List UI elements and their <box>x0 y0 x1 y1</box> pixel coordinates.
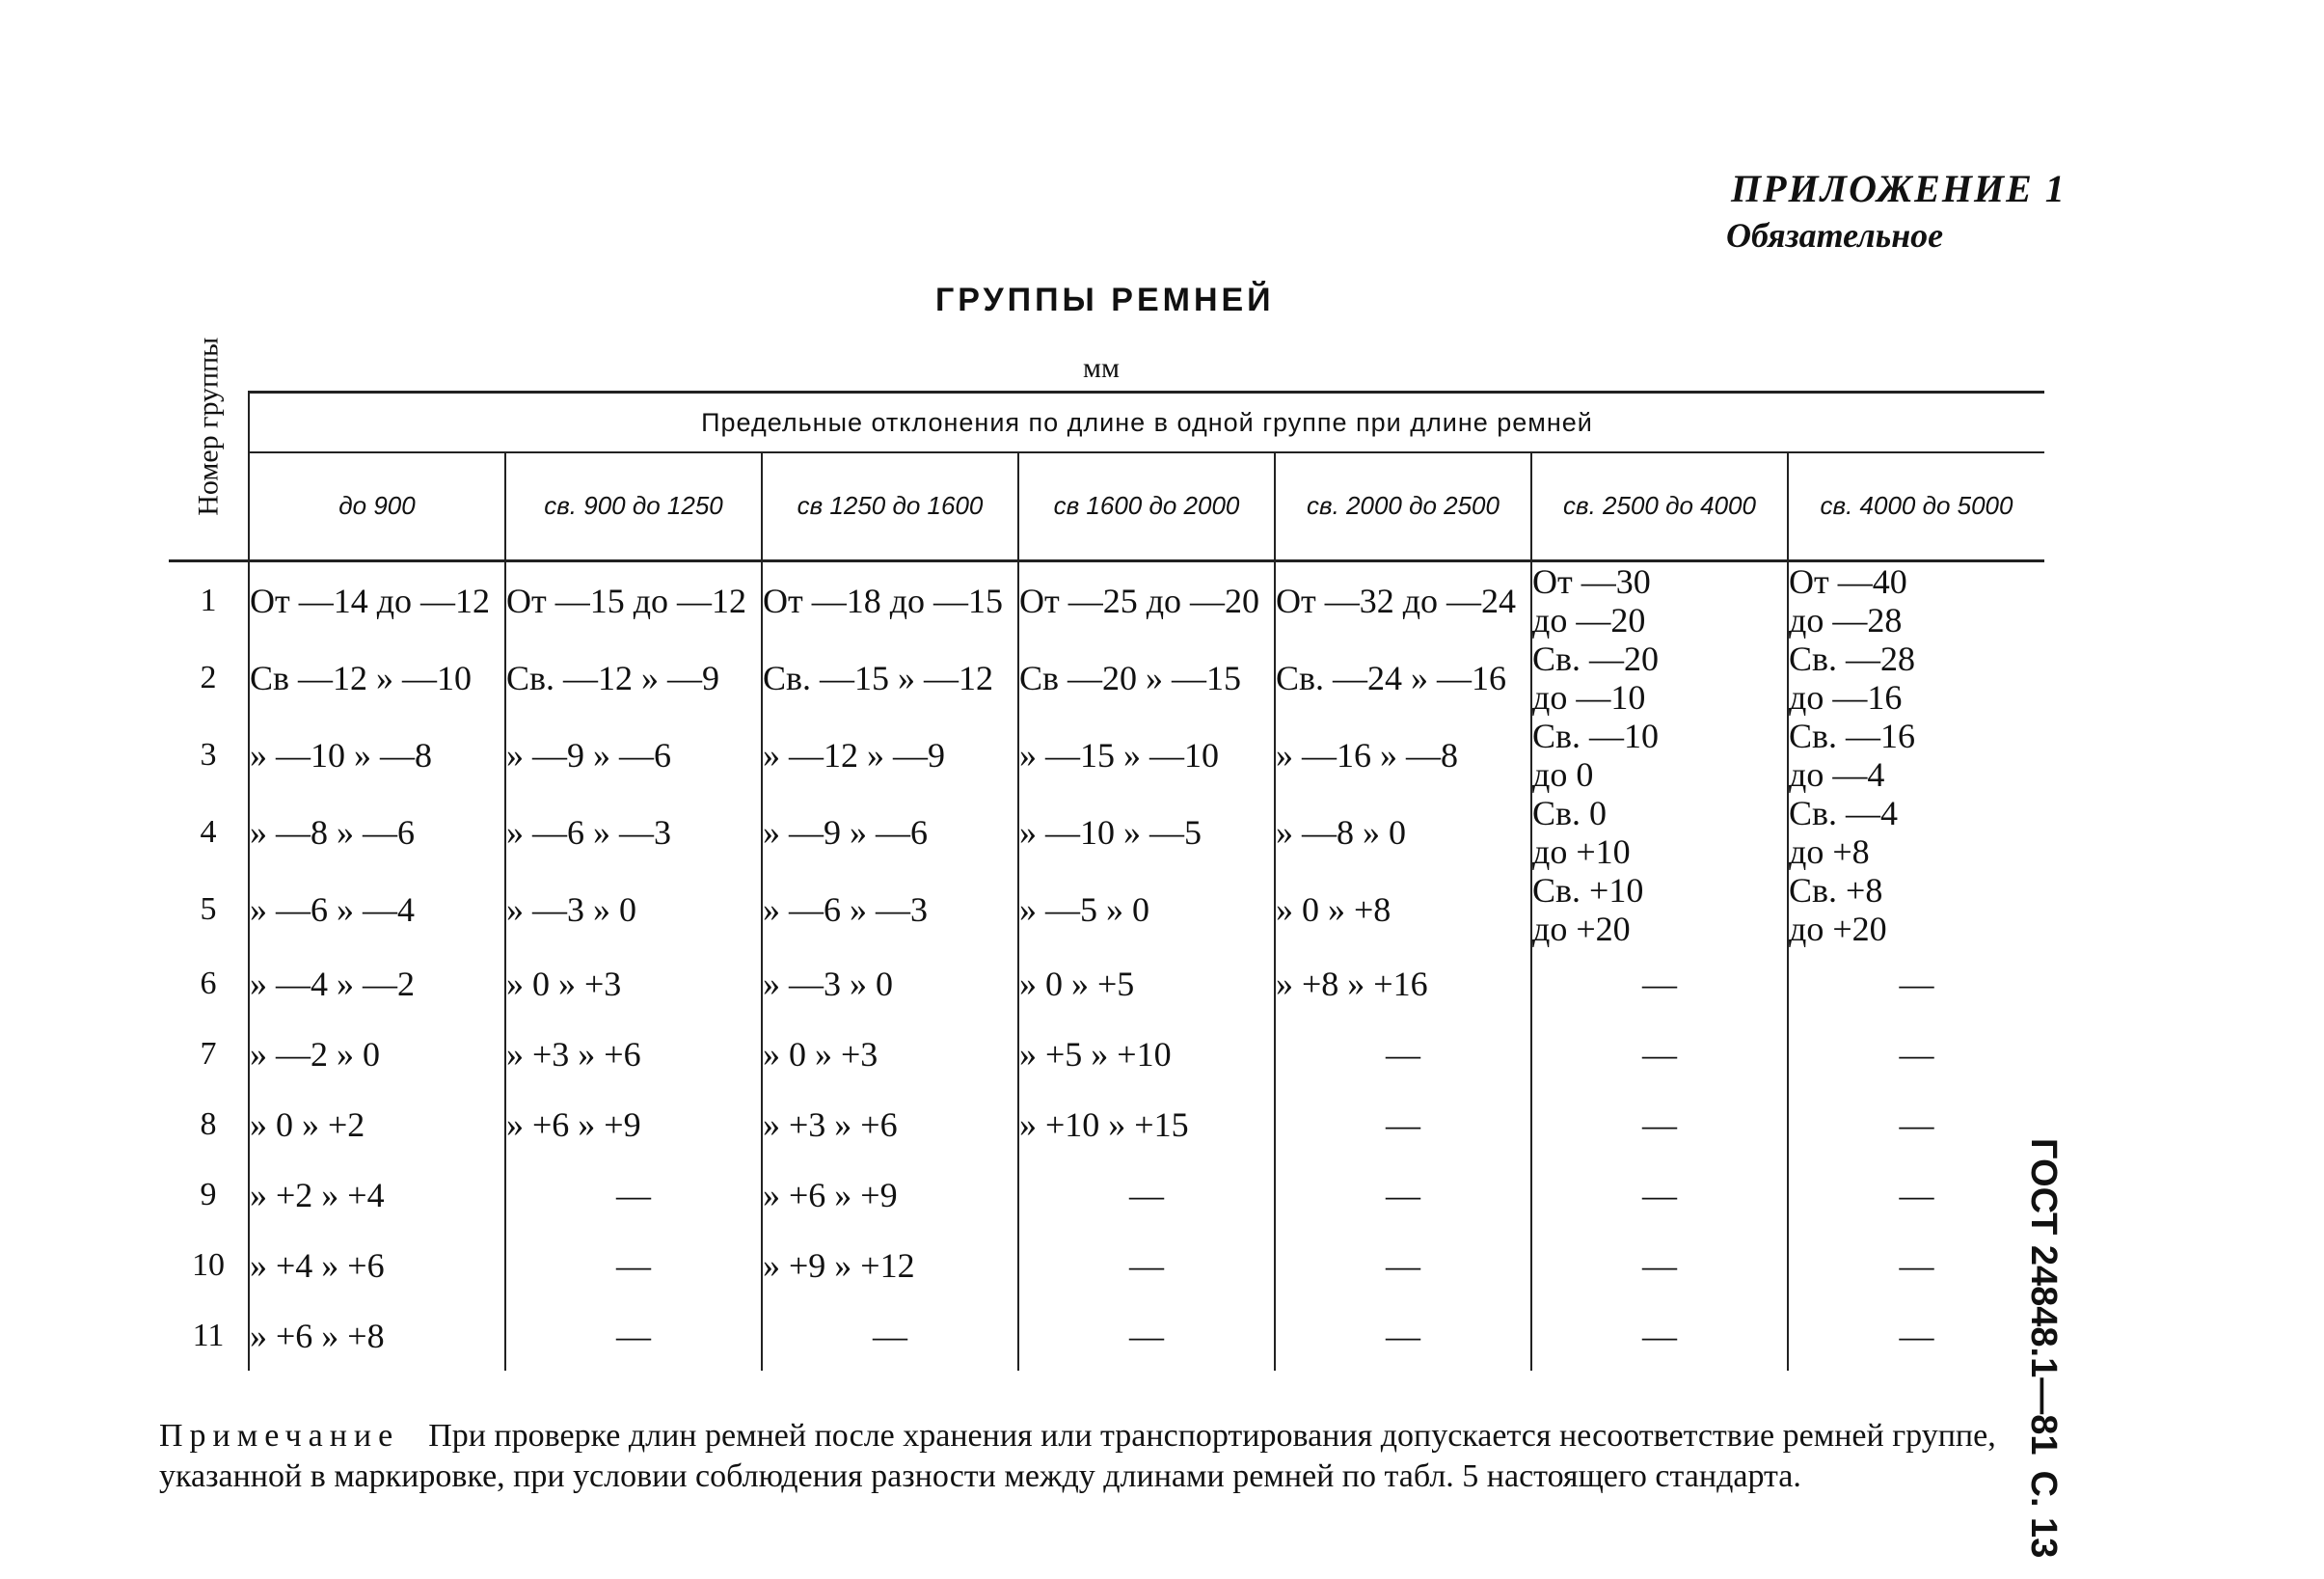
merged-line: до —20 <box>1532 601 1646 640</box>
table-cell: От —18 до —15 <box>762 561 1018 640</box>
merged-line: до —16 <box>1789 678 1903 717</box>
col-header-5: св. 2000 до 2500 <box>1275 452 1531 561</box>
table-cell: — <box>1899 1175 1934 1214</box>
table-cell: — <box>1899 1245 1934 1285</box>
table-cell: » —15 » —10 <box>1018 717 1275 794</box>
table-cell: — <box>1275 1300 1531 1371</box>
main-header: Предельные отклонения по длине в одной группе при длине ремней <box>249 393 2044 453</box>
table-cell: » +5 » +10 <box>1018 1019 1275 1089</box>
table-cell: — <box>1018 1300 1275 1371</box>
table-cell: — <box>1531 1019 1788 1089</box>
group-number: 4 <box>169 794 249 871</box>
col-header-4: св 1600 до 2000 <box>1018 452 1275 561</box>
table-cell: » +6 » +9 <box>762 1159 1018 1230</box>
table-row <box>169 561 2044 640</box>
table-cell: — <box>1899 1104 1934 1144</box>
col-header-2: св. 900 до 1250 <box>505 452 762 561</box>
table-row <box>169 1019 2044 1089</box>
group-number-header-text: Номер группы <box>192 337 225 516</box>
appendix-label: ПРИЛОЖЕНИЕ 1 <box>1731 167 2067 210</box>
merged-line: Св. —4 <box>1789 794 1899 832</box>
table-cell: » —9 » —6 <box>505 717 762 794</box>
table-cell: » —10 » —8 <box>249 717 505 794</box>
table-cell: » 0 » +3 <box>762 1019 1018 1089</box>
group-number: 8 <box>169 1089 249 1159</box>
merged-line: до +8 <box>1789 832 1870 871</box>
group-number: 10 <box>169 1230 249 1300</box>
group-number: 9 <box>169 1159 249 1230</box>
table-note <box>159 1416 2040 1497</box>
table-cell: — <box>1018 1159 1275 1230</box>
table-cell: » —5 » 0 <box>1018 871 1275 948</box>
merged-line: От —40 <box>1789 562 1907 601</box>
table-cell: — <box>505 1230 762 1300</box>
table-cell: — <box>1899 964 1934 1003</box>
table-cell: » —8 » —6 <box>249 794 505 871</box>
standard-number: ГОСТ 24848.1—81 <box>2023 1138 2064 1456</box>
table-cell: — <box>1275 1230 1531 1300</box>
table-row <box>169 1230 2044 1300</box>
merged-line: Св. —28 <box>1789 640 1916 678</box>
merged-line: От —30 <box>1532 562 1651 601</box>
table-cell: » 0 » +2 <box>249 1089 505 1159</box>
merged-line: Св. —16 <box>1789 717 1916 755</box>
table-cell: — <box>1531 948 1788 1019</box>
table-cell: » —3 » 0 <box>762 948 1018 1019</box>
table-cell: » —2 » 0 <box>249 1019 505 1089</box>
merged-line: Св. —20 <box>1532 640 1660 678</box>
table-cell: — <box>505 1300 762 1371</box>
table-cell: » +3 » +6 <box>762 1089 1018 1159</box>
merged-line: Св. +10 <box>1532 871 1644 910</box>
merged-line: до 0 <box>1532 755 1594 794</box>
col-header-6: св. 2500 до 4000 <box>1531 452 1788 561</box>
group-number: 5 <box>169 871 249 948</box>
table-cell: — <box>1899 1316 1934 1355</box>
units-label: мм <box>1083 352 1120 384</box>
table-row <box>169 1300 2044 1371</box>
table-cell: » —6 » —3 <box>505 794 762 871</box>
col-header-3: св 1250 до 1600 <box>762 452 1018 561</box>
table-row <box>169 948 2044 1019</box>
table-cell: » —12 » —9 <box>762 717 1018 794</box>
table-cell: Св. —12 » —9 <box>505 640 762 717</box>
table-cell: — <box>762 1300 1018 1371</box>
table-cell: От —15 до —12 <box>505 561 762 640</box>
merged-cell-col7 <box>1788 561 2044 949</box>
table-cell: Св. —24 » —16 <box>1275 640 1531 717</box>
table-cell: От —25 до —20 <box>1018 561 1275 640</box>
table-cell: » +2 » +4 <box>249 1159 505 1230</box>
side-standard-label <box>2022 1138 2064 1573</box>
group-number: 3 <box>169 717 249 794</box>
merged-line: до +20 <box>1532 910 1631 948</box>
note-label: Примечание <box>159 1418 400 1454</box>
group-number: 2 <box>169 640 249 717</box>
table-cell: — <box>1018 1230 1275 1300</box>
table-cell: » +3 » +6 <box>505 1019 762 1089</box>
col-header-7: св. 4000 до 5000 <box>1788 452 2044 561</box>
table-row <box>169 1089 2044 1159</box>
merged-line: Св. 0 <box>1532 794 1608 832</box>
table-cell: » 0 » +5 <box>1018 948 1275 1019</box>
note-text: При проверке длин ремней после хранения или транспортирования допускается несоответствие ремней группе, указанной в маркировке, при условии соблюдения разности между длинами ремней по табл. 5 настоящего стандарта. <box>159 1418 1996 1494</box>
page-title: ГРУППЫ РЕМНЕЙ <box>935 282 1275 318</box>
merged-line: до —28 <box>1789 601 1903 640</box>
col-header-1: до 900 <box>249 452 505 561</box>
group-number: 6 <box>169 948 249 1019</box>
table-cell: » —6 » —4 <box>249 871 505 948</box>
merged-line: до +10 <box>1532 832 1631 871</box>
merged-line: до —4 <box>1789 755 1885 794</box>
group-number: 11 <box>169 1300 249 1371</box>
table-cell: » —16 » —8 <box>1275 717 1531 794</box>
table-cell: » +4 » +6 <box>249 1230 505 1300</box>
table-cell: — <box>505 1159 762 1230</box>
table-cell: » +8 » +16 <box>1275 948 1531 1019</box>
table-cell: » +6 » +8 <box>249 1300 505 1371</box>
table-cell: — <box>1531 1089 1788 1159</box>
table-cell: » —6 » —3 <box>762 871 1018 948</box>
table-cell: » —10 » —5 <box>1018 794 1275 871</box>
table-cell: — <box>1531 1230 1788 1300</box>
group-number: 1 <box>169 561 249 640</box>
table-cell: Св. —15 » —12 <box>762 640 1018 717</box>
merged-line: до +20 <box>1789 910 1887 948</box>
table-cell: От —14 до —12 <box>249 561 505 640</box>
table-cell: — <box>1531 1300 1788 1371</box>
table-cell: Св —20 » —15 <box>1018 640 1275 717</box>
mandatory-label: Обязательное <box>1726 216 1944 255</box>
page-number: С. 13 <box>2023 1470 2064 1559</box>
table-row <box>169 1159 2044 1230</box>
merged-cell-col6 <box>1531 561 1788 949</box>
table-cell: » —3 » 0 <box>505 871 762 948</box>
table-cell: Св —12 » —10 <box>249 640 505 717</box>
table-cell: » —4 » —2 <box>249 948 505 1019</box>
merged-line: Св. —10 <box>1532 717 1660 755</box>
merged-line: до —10 <box>1532 678 1646 717</box>
table-cell: » —9 » —6 <box>762 794 1018 871</box>
table-cell: — <box>1531 1159 1788 1230</box>
table-cell: » +6 » +9 <box>505 1089 762 1159</box>
table-cell: — <box>1275 1089 1531 1159</box>
table-cell: » 0 » +3 <box>505 948 762 1019</box>
table-cell: » 0 » +8 <box>1275 871 1531 948</box>
table-cell: — <box>1275 1019 1531 1089</box>
table-cell: — <box>1275 1159 1531 1230</box>
table-cell: » —8 » 0 <box>1275 794 1531 871</box>
group-number-header <box>169 337 249 561</box>
group-number: 7 <box>169 1019 249 1089</box>
merged-line: Св. +8 <box>1789 871 1883 910</box>
table-cell: От —32 до —24 <box>1275 561 1531 640</box>
table-cell: » +10 » +15 <box>1018 1089 1275 1159</box>
table-cell: — <box>1899 1034 1934 1074</box>
table-cell: » +9 » +12 <box>762 1230 1018 1300</box>
